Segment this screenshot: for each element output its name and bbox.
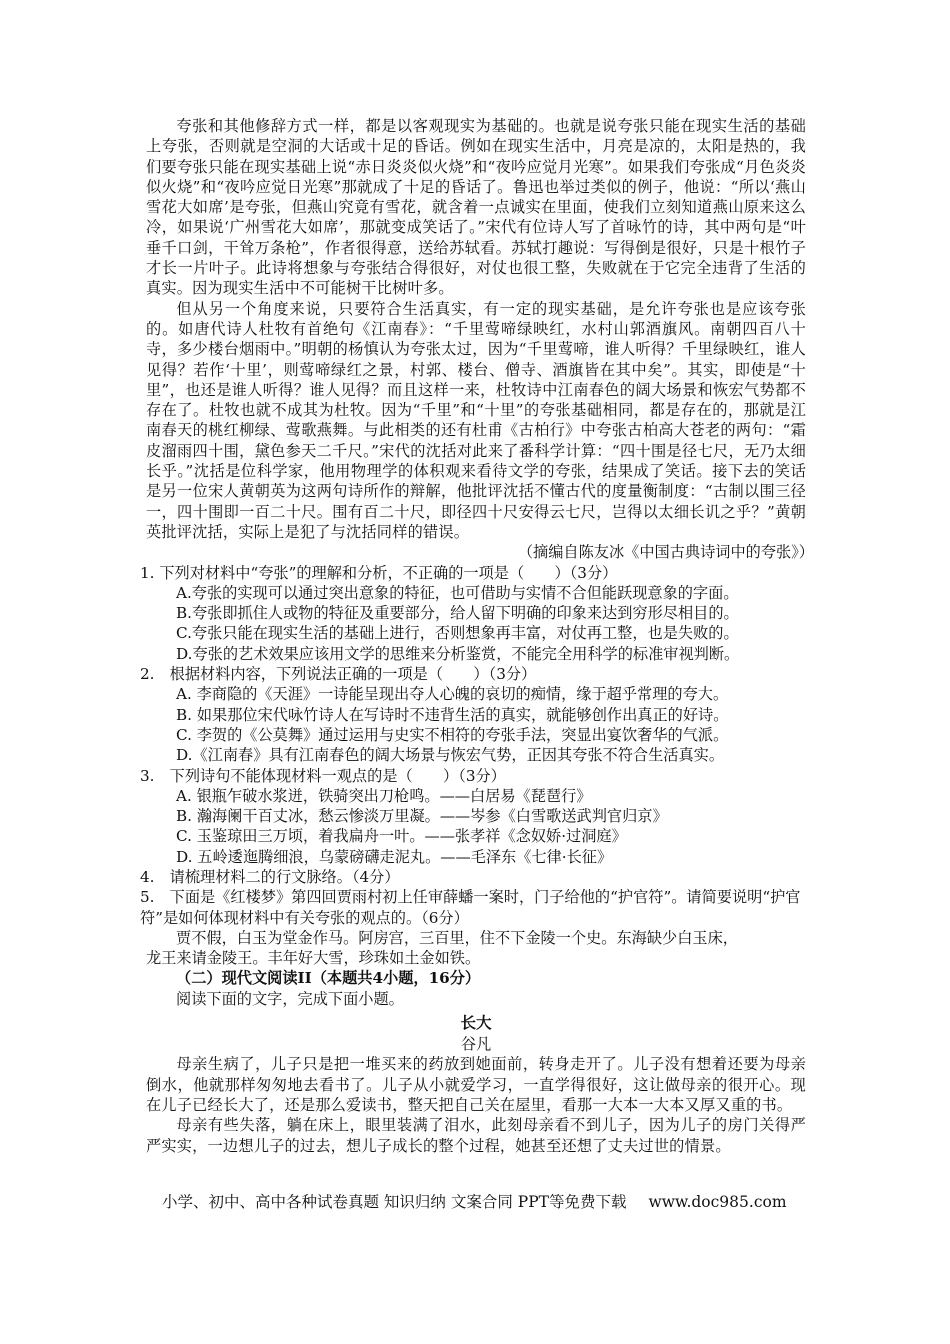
material-source: （摘编自陈友冰《中国古典诗词中的夸张》） (517, 543, 814, 562)
question-1 (140, 563, 806, 664)
article-paragraph-1: 母亲生病了，儿子只是把一堆买来的药放到她面前，转身走开了。儿子没有想着还要为母亲倒水，他就那样匆匆地去看书了。儿子从小就爱学习，一直学得很好，这让做母亲的很开心。现在儿子已经长大了，还是那么爱读书，整天把自己关在屋里，看那一大本一大本又厚又重的书。 (146, 1055, 806, 1114)
question-stem: 2. 根据材料内容，下列说法正确的一项是（ ）（3分） (140, 665, 537, 684)
article-title: 长大 (460, 1014, 492, 1033)
footer-text: 小学、初中、高中各种试卷真题 知识归纳 文案合同 PPT等免费下载 (162, 1193, 627, 1211)
option-b: B. 如果那位宋代咏竹诗人在写诗时不违背生活的真实，就能够创作出真正的好诗。 (176, 705, 729, 724)
material-paragraph-2: 但从另一个角度来说，只要符合生活真实，有一定的现实基础，是允许夸张也是应该夸张的。如唐代诗人杜牧有首绝句《江南春》：“千里莺啼绿映红，水村山郭酒旗风。南朝四百八十寺，多少楼台烟雨中。”明朝的杨慎认为夸张太过，因为“千里莺啼，谁人听得？千里绿映红，谁人见得？若作‘十里’，则莺啼绿红之景，村郭、楼台、僧寺、酒旗皆在其中矣”。其实，即使是“十里”，也还是谁人听得？谁人见得？而且这样一来，杜牧诗中江南春色的阔大场景和恢宏气势都不存在了。杜牧也就不成其为杜牧。因为“千里”和“十里”的夸张基础相同，都是存在的，那就是江南春天的桃红柳绿、莺歌燕舞。与此相类的还有杜甫《古柏行》中夸张古柏高大苍老的两句：“霜皮溜雨四十围，黛色参天二千尺。”宋代的沈括对此来了番科学计算：“四十围是径七尺，无乃太细长乎。”沈括是位科学家，他用物理学的体积观来看待文学的夸张，结果成了笑话。接下去的笑话是另一位宋人黄朝英为这两句诗所作的辩解，他批评沈括不懂古代的度量衡制度：“古制以围三径一，四十围即一百二十尺。围有百二十尺，即径四十尺安得云七尺，岂得以太细长讥之乎？”黄朝英批评沈括，实际上是犯了与沈括同样的错误。 (146, 299, 806, 541)
material-paragraph-1: 夸张和其他修辞方式一样，都是以客观现实为基础的。也就是说夸张只能在现实生活的基础上夸张，否则就是空洞的大话或十足的昏话。例如在现实生活中，月亮是凉的，太阳是热的，我们要夸张只能在现实基础上说“赤日炎炎似火烧”和“夜吟应觉月光寒”。如果我们夸张成“月色炎炎似火烧”和“夜吟应觉日光寒”那就成了十足的昏话了。鲁迅也举过类似的例子，他说：“所以‘燕山雪花大如席’是夸张，但燕山究竟有雪花，就含着一点诚实在里面，使我们立刻知道燕山原来这么冷，如果说‘广州雪花大如席’，那就变成笑话了。”宋代有位诗人写了首咏竹的诗，其中两句是“叶垂千口剑，干耸万条枪”，作者很得意，送给苏轼看。苏轼打趣说：写得倒是很好，只是十根竹子才长一片叶子。此诗将想象与夸张结合得很好，对仗也很工整，失败就在于它完全违背了生活的真实。因为现实生活中不可能树干比树叶多。 (146, 117, 806, 298)
option-a: A. 李商隐的《天涯》一诗能呈现出夺人心魄的哀切的痴情，缘于超乎常理的夸大。 (176, 685, 729, 704)
page-footer (162, 1192, 787, 1212)
article-author: 谷凡 (460, 1035, 492, 1054)
question-stem: 4. 请梳理材料二的行文脉络。（4分） (140, 867, 400, 886)
option-a: A.夸张的实现可以通过突出意象的特征，也可借助与实情不合但能跃现意象的字面。 (176, 583, 739, 602)
question-3 (140, 766, 806, 867)
question-stem: 1. 下列对材料中“夸张”的理解和分析，不正确的一项是（ ）（3分） (140, 563, 618, 582)
question-4 (140, 867, 806, 887)
option-a: A. 银瓶乍破水浆迸，铁骑突出刀枪鸣。——白居易《琵琶行》 (176, 786, 592, 805)
option-b: B.夸张即抓住人或物的特征及重要部分，给人留下明确的印象来达到穷形尽相目的。 (176, 604, 739, 623)
option-b: B. 瀚海阑干百丈冰，愁云惨淡万里凝。——岑参《白雪歌送武判官归京》 (176, 807, 668, 826)
question-2 (140, 664, 806, 765)
option-c: C. 玉鉴琼田三万顷，着我扁舟一叶。——张孝祥《念奴娇·过洞庭》 (176, 827, 627, 846)
hugfu-line-2: 龙王来请金陵王。丰年好大雪，珍珠如土金如铁。 (146, 949, 481, 968)
option-c: C.夸张只能在现实生活的基础上进行，否则想象再丰富，对仗再工整，也是失败的。 (176, 624, 739, 643)
option-d: D. 五岭逶迤腾细浪，乌蒙磅礴走泥丸。——毛泽东《七律·长征》 (176, 847, 613, 866)
question-stem: 3. 下列诗句不能体现材料一观点的是（ ）（3分） (140, 766, 506, 785)
question-5 (140, 887, 806, 928)
option-d: D.《江南春》具有江南春色的阔大场景与恢宏气势，正因其夸张不符合生活真实。 (176, 746, 725, 765)
document-page (140, 116, 814, 1156)
article-paragraph-2: 母亲有些失落，躺在床上，眼里装满了泪水，此刻母亲看不到儿子，因为儿子的房门关得严严实实，一边想儿子的过去，想儿子成长的整个过程，她甚至还想了丈夫过世的情景。 (146, 1116, 806, 1155)
option-c: C. 李贺的《公莫舞》通过运用与史实不相符的夸张手法，突显出宴饮奢华的气派。 (176, 725, 729, 744)
section-heading: （二）现代文阅读II（本题共4小题，16分） (176, 969, 481, 988)
footer-site-link[interactable]: www.doc985.com (648, 1193, 787, 1211)
question-stem: 5. 下面是《红楼梦》第四回贾雨村初上任审薛蟠一案时，门子给他的“护官符”。请简要说明“护官符”是如何体现材料中有关夸张的观点的。（6分） (140, 888, 801, 927)
option-d: D.夸张的艺术效果应该用文学的思维来分析鉴赏，不能完全用科学的标准审视判断。 (176, 644, 740, 663)
section-instruction: 阅读下面的文字，完成下面小题。 (176, 989, 404, 1008)
hugfu-line-1: 贾不假，白玉为堂金作马。阿房宫，三百里，住不下金陵一个史。东海缺少白玉床， (176, 928, 738, 947)
